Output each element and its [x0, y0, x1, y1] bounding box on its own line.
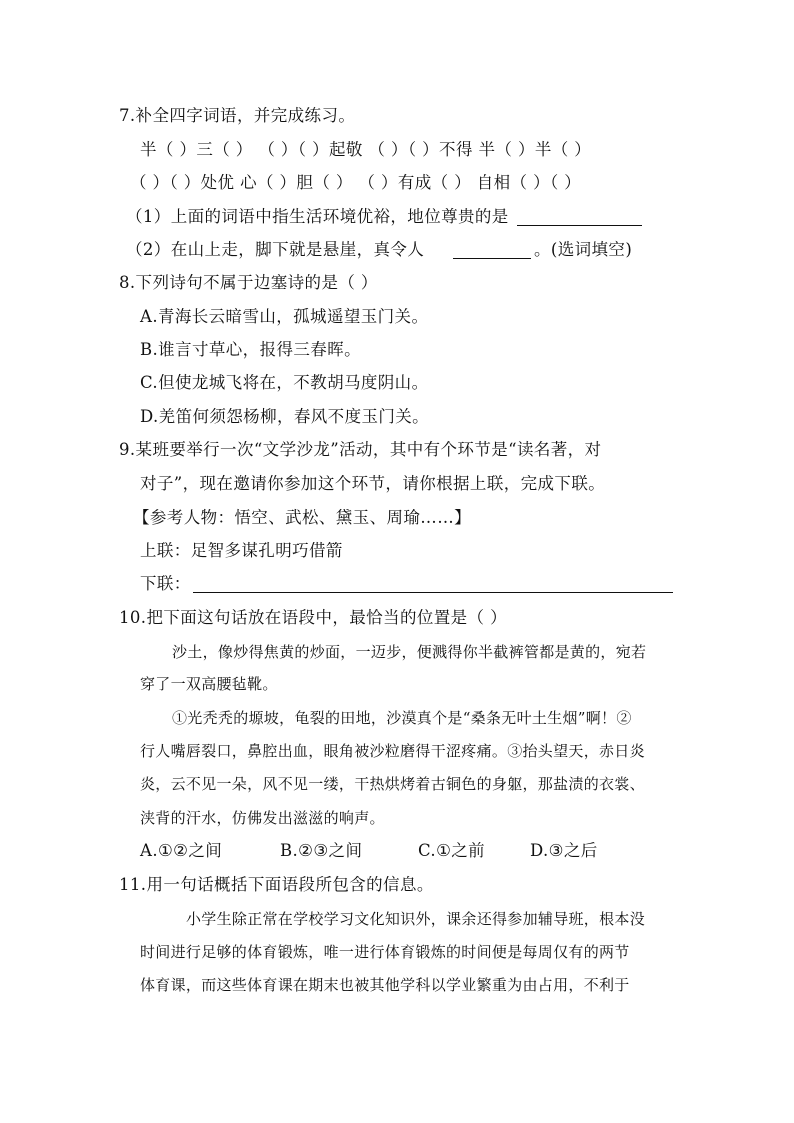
q10-sentence-line2: 穿了一双高腰毡靴。	[140, 675, 278, 693]
q11-paragraph-line3: 体育课，而这些体育课在期末也被其他学科以学业繁重为由占用，不利于	[140, 976, 630, 994]
q8-option-a: A.青海长云暗雪山，孤城遥望玉门关。	[140, 307, 429, 326]
q10-paragraph-line1: ①光秃秃的塬坡，龟裂的田地，沙漠真个是“桑条无叶土生烟”啊！②	[172, 709, 632, 727]
q10-title: 10.把下面这句话放在语段中，最恰当的位置是（ ）	[119, 608, 507, 627]
q10-paragraph-line3: 炎，云不见一朵，风不见一缕，干热烘烤着古铜色的身躯，那盐渍的衣裳、	[140, 775, 645, 793]
q8-option-c: C.但使龙城飞将在，不教胡马度阴山。	[140, 373, 429, 392]
q10-option-d: D.③之后	[530, 841, 598, 860]
q7-sub2-answer-blank[interactable]	[453, 258, 531, 259]
q8-option-d: D.羌笛何须怨杨柳，春风不度玉门关。	[140, 407, 430, 426]
q11-paragraph-line2: 时间进行足够的体育锻炼，唯一进行体育锻炼的时间便是每周仅有的两节	[140, 943, 630, 961]
q9-reference: 【参考人物：悟空、武松、黛玉、周瑜……】	[133, 508, 471, 527]
q10-option-a: A.①②之间	[140, 841, 223, 860]
q7-sub2-text: （2）在山上走，脚下就是悬崖，真令人	[126, 240, 425, 259]
q10-option-c: C.①之前	[418, 841, 486, 860]
q9-lower-answer-blank[interactable]	[193, 592, 673, 593]
q7-sub2-tail: 。(选词填空)	[534, 240, 633, 259]
q9-title-line2: 对子”，现在邀请你参加这个环节，请你根据上联，完成下联。	[140, 474, 606, 493]
q10-sentence-line1: 沙土，像炒得焦黄的炒面，一迈步，便溅得你半截裤管都是黄的，宛若	[172, 643, 647, 661]
q9-title-line1: 9.某班要举行一次“文学沙龙”活动，其中有个环节是“读名著，对	[119, 440, 602, 459]
q7-sub1-answer-blank[interactable]	[517, 225, 642, 226]
q10-paragraph-line4: 浃背的汗水，仿佛发出滋滋的响声。	[140, 809, 385, 827]
q8-title: 8.下列诗句不属于边塞诗的是（ ）	[119, 273, 378, 292]
q11-title: 11.用一句话概括下面语段所包含的信息。	[119, 875, 434, 894]
q9-upper-couplet: 上联：足智多谋孔明巧借箭	[140, 541, 343, 560]
q9-lower-label: 下联：	[140, 574, 191, 593]
q10-paragraph-line2: 行人嘴唇裂口，鼻腔出血，眼角被沙粒磨得干涩疼痛。③抬头望天，赤日炎	[140, 742, 645, 760]
q10-option-b: B.②③之间	[280, 841, 363, 860]
q11-paragraph-line1: 小学生除正常在学校学习文化知识外，课余还得参加辅导班，根本没	[186, 910, 646, 928]
q7-row2: （ ）（ ）处优 心（ ）胆（ ） （ ）有成（ ） 自相（ ）（ ）	[130, 173, 582, 192]
q7-sub1: （1）上面的词语中指生活环境优裕，地位尊贵的是	[126, 207, 509, 226]
q7-row1: 半（ ）三（ ） （ ）（ ）起敬 （ ）（ ）不得 半（ ）半（ ）	[140, 140, 592, 159]
q8-option-b: B.谁言寸草心，报得三春晖。	[140, 340, 361, 359]
q7-title: 7.补全四字词语，并完成练习。	[119, 106, 356, 125]
